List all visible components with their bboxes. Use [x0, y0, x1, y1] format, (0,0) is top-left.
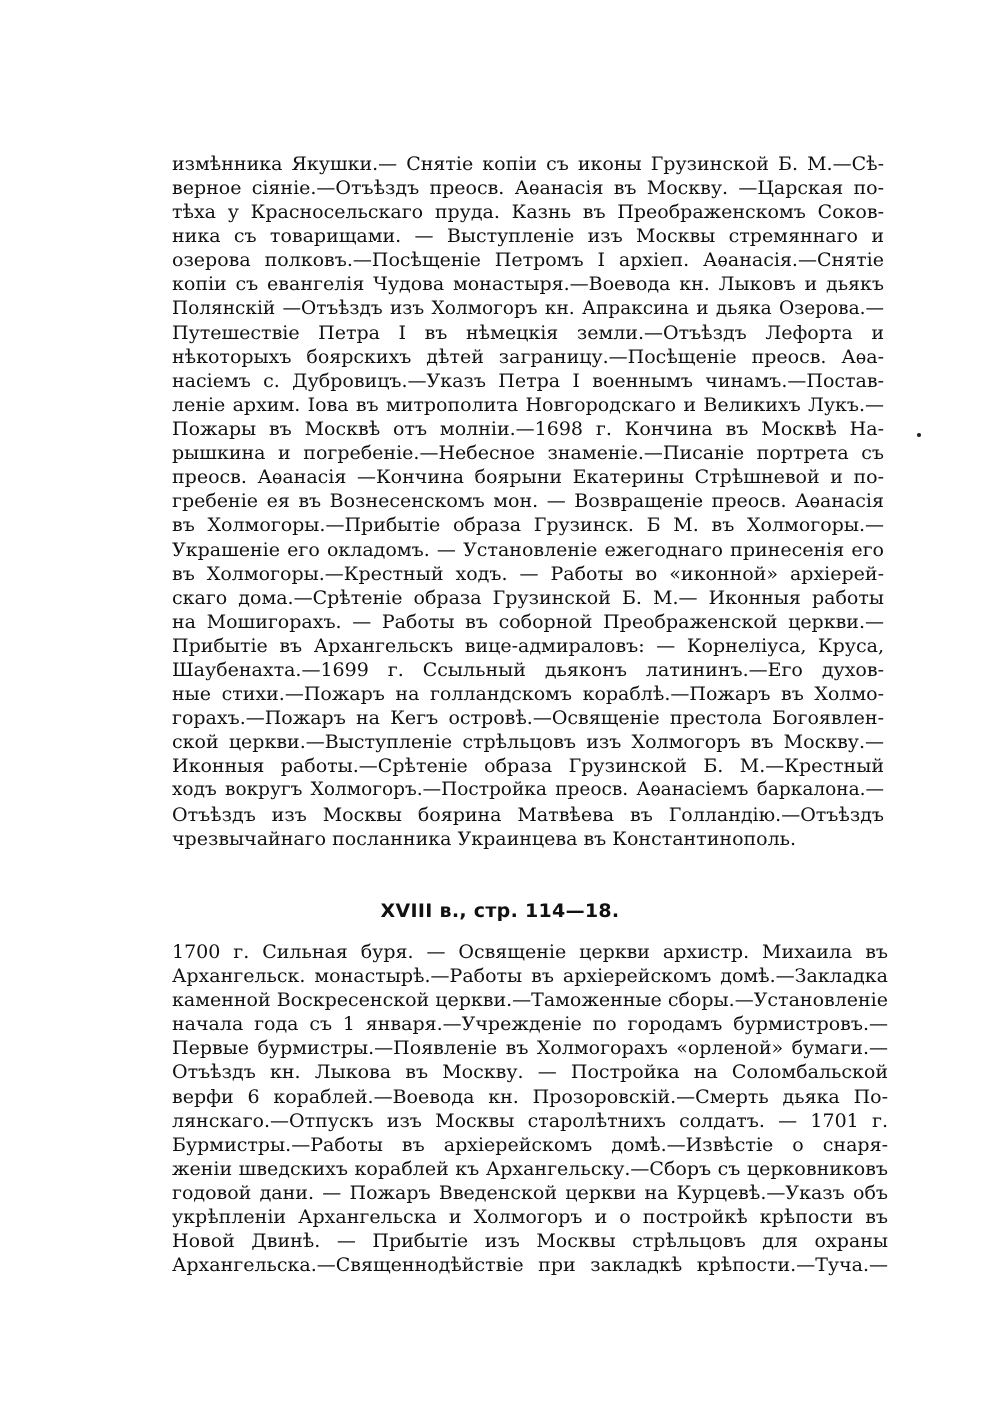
text-line: Украшеніе его окладомъ. — Установленіе ежегоднаго принесенія его: [172, 538, 884, 561]
text-line: верфи 6 кораблей.—Воевода кн. Прозоровскій.—Смерть дьяка По-: [172, 1085, 888, 1108]
text-line: Полянскій —Отъѣздъ изъ Холмогоръ кн. Апраксина и дьяка Озерова.—: [172, 297, 884, 319]
text-line: нѣкоторыхъ боярскихъ дѣтей заграницу.—Посѣщеніе преосв. Аѳа-: [172, 345, 884, 368]
text-line: въ Холмогоры.—Крестный ходъ. — Работы во «иконной» архіерей-: [172, 562, 884, 585]
text-line: ской церкви.—Выступленіе стрѣльцовъ изъ Холмогоръ въ Москву.—: [172, 731, 884, 754]
text-line: Иконныя работы.—Срѣтеніе образа Грузинской Б. М.—Крестный: [172, 755, 884, 778]
text-line: горахъ.—Пожаръ на Кегъ островѣ.—Освященіе престола Богоявлен-: [172, 707, 884, 730]
text-line: ника съ товарищами. — Выступленіе изъ Москвы стремяннаго и: [172, 225, 884, 248]
text-line: Путешествіе Петра I въ нѣмецкія земли.—Отъѣздъ Лефорта и: [172, 321, 884, 344]
margin-mark: [917, 433, 921, 437]
text-line: Пожары въ Москвѣ отъ молніи.—1698 г. Кончина въ Москвѣ На-: [172, 418, 884, 441]
text-line: укрѣпленіи Архангельска и Холмогоръ и о постройкѣ крѣпости въ: [172, 1206, 888, 1229]
text-line: годовой дани. — Пожаръ Введенской церкви на Курцевѣ.—Указъ объ: [172, 1181, 888, 1204]
text-line: начала года съ 1 января.—Учрежденіе по городамъ бурмистровъ.—: [172, 1013, 888, 1036]
text-line: на Мошигорахъ. — Работы въ соборной Преображенской церкви.—: [172, 610, 884, 633]
text-line: ные стихи.—Пожаръ на голландскомъ кораблѣ.—Пожаръ въ Холмо-: [172, 683, 884, 706]
text-line: женіи шведскихъ кораблей къ Архангельску.—Сборъ съ церковниковъ: [172, 1157, 888, 1180]
text-block-18th-century: [172, 940, 888, 1277]
text-line: каменной Воскресенской церкви.—Таможенные сборы.—Установленіе: [172, 989, 888, 1012]
text-line: копіи съ евангелія Чудова монастыря.—Воевода кн. Лыковъ и дьякъ: [172, 273, 884, 296]
text-line: рышкина и погребеніе.—Небесное знаменіе.—Писаніе портрета съ: [172, 442, 884, 465]
text-line: въ Холмогоры.—Прибытіе образа Грузинск. Б М. въ Холмогоры.—: [172, 514, 884, 537]
text-line: гребеніе ея въ Вознесенскомъ мон. — Возвращеніе преосв. Аѳанасія: [172, 490, 884, 513]
text-line: Первые бурмистры.—Появленіе въ Холмогорахъ «орленой» бумаги.—: [172, 1037, 888, 1060]
text-line: чрезвычайнаго посланника Украинцева въ Константинополь.: [172, 827, 797, 850]
text-line: Прибытіе въ Архангельскъ вице-адмираловъ: — Корнеліуса, Круса,: [172, 634, 884, 657]
text-block-17th-century: [172, 152, 884, 851]
text-line: ходъ вокругъ Холмогоръ.—Постройка преосв. Аѳанасіемъ баркалона.—: [172, 779, 884, 801]
text-line: Новой Двинѣ. — Прибытіе изъ Москвы стрѣльцовъ для охраны: [172, 1230, 888, 1253]
text-line: лянскаго.—Отпускъ изъ Москвы старолѣтнихъ солдатъ. — 1701 г.: [172, 1109, 888, 1132]
text-line: Отъѣздъ кн. Лыкова въ Москву. — Постройка на Соломбальской: [172, 1061, 888, 1084]
text-line: Бурмистры.—Работы въ архіерейскомъ домѣ.—Извѣстіе о снаря-: [172, 1133, 888, 1156]
text-line: Архангельска.—Священнодѣйствіе при закладкѣ крѣпости.—Туча.—: [172, 1254, 888, 1277]
text-line: скаго дома.—Срѣтеніе образа Грузинской Б. М.— Иконныя работы: [172, 586, 884, 609]
section-heading: XVIII в., стр. 114—18.: [380, 900, 620, 922]
text-line: Архангельск. монастырѣ.—Работы въ архіерейскомъ домѣ.—Закладка: [172, 965, 888, 988]
text-line: преосв. Аѳанасія —Кончина боярыни Екатерины Стрѣшневой и по-: [172, 466, 884, 489]
text-line: насіемъ с. Дубровицъ.—Указъ Петра I военнымъ чинамъ.—Постав-: [172, 369, 884, 392]
text-line: верное сіяніе.—Отъѣздъ преосв. Аѳанасія въ Москву. —Царская по-: [172, 177, 884, 200]
text-line: Отъѣздъ изъ Москвы боярина Матвѣева въ Голландію.—Отъѣздъ: [172, 803, 884, 826]
text-line: Шаубенахта.—1699 г. Ссыльный дьяконъ латининъ.—Его духов-: [172, 658, 884, 681]
text-line: тѣха у Красносельскаго пруда. Казнь въ Преображенскомъ Соков-: [172, 201, 884, 224]
text-line: измѣнника Якушки.— Снятіе копіи съ иконы Грузинской Б. М.—Сѣ-: [172, 153, 884, 175]
text-line: озерова полковъ.—Посѣщеніе Петромъ I архіеп. Аѳанасія.—Снятіе: [172, 249, 884, 272]
text-line: 1700 г. Сильная буря. — Освященіе церкви архистр. Михаила въ: [172, 941, 888, 963]
text-line: леніе архим. Іова въ митрополита Новгородскаго и Великихъ Лукъ.—: [172, 393, 884, 416]
